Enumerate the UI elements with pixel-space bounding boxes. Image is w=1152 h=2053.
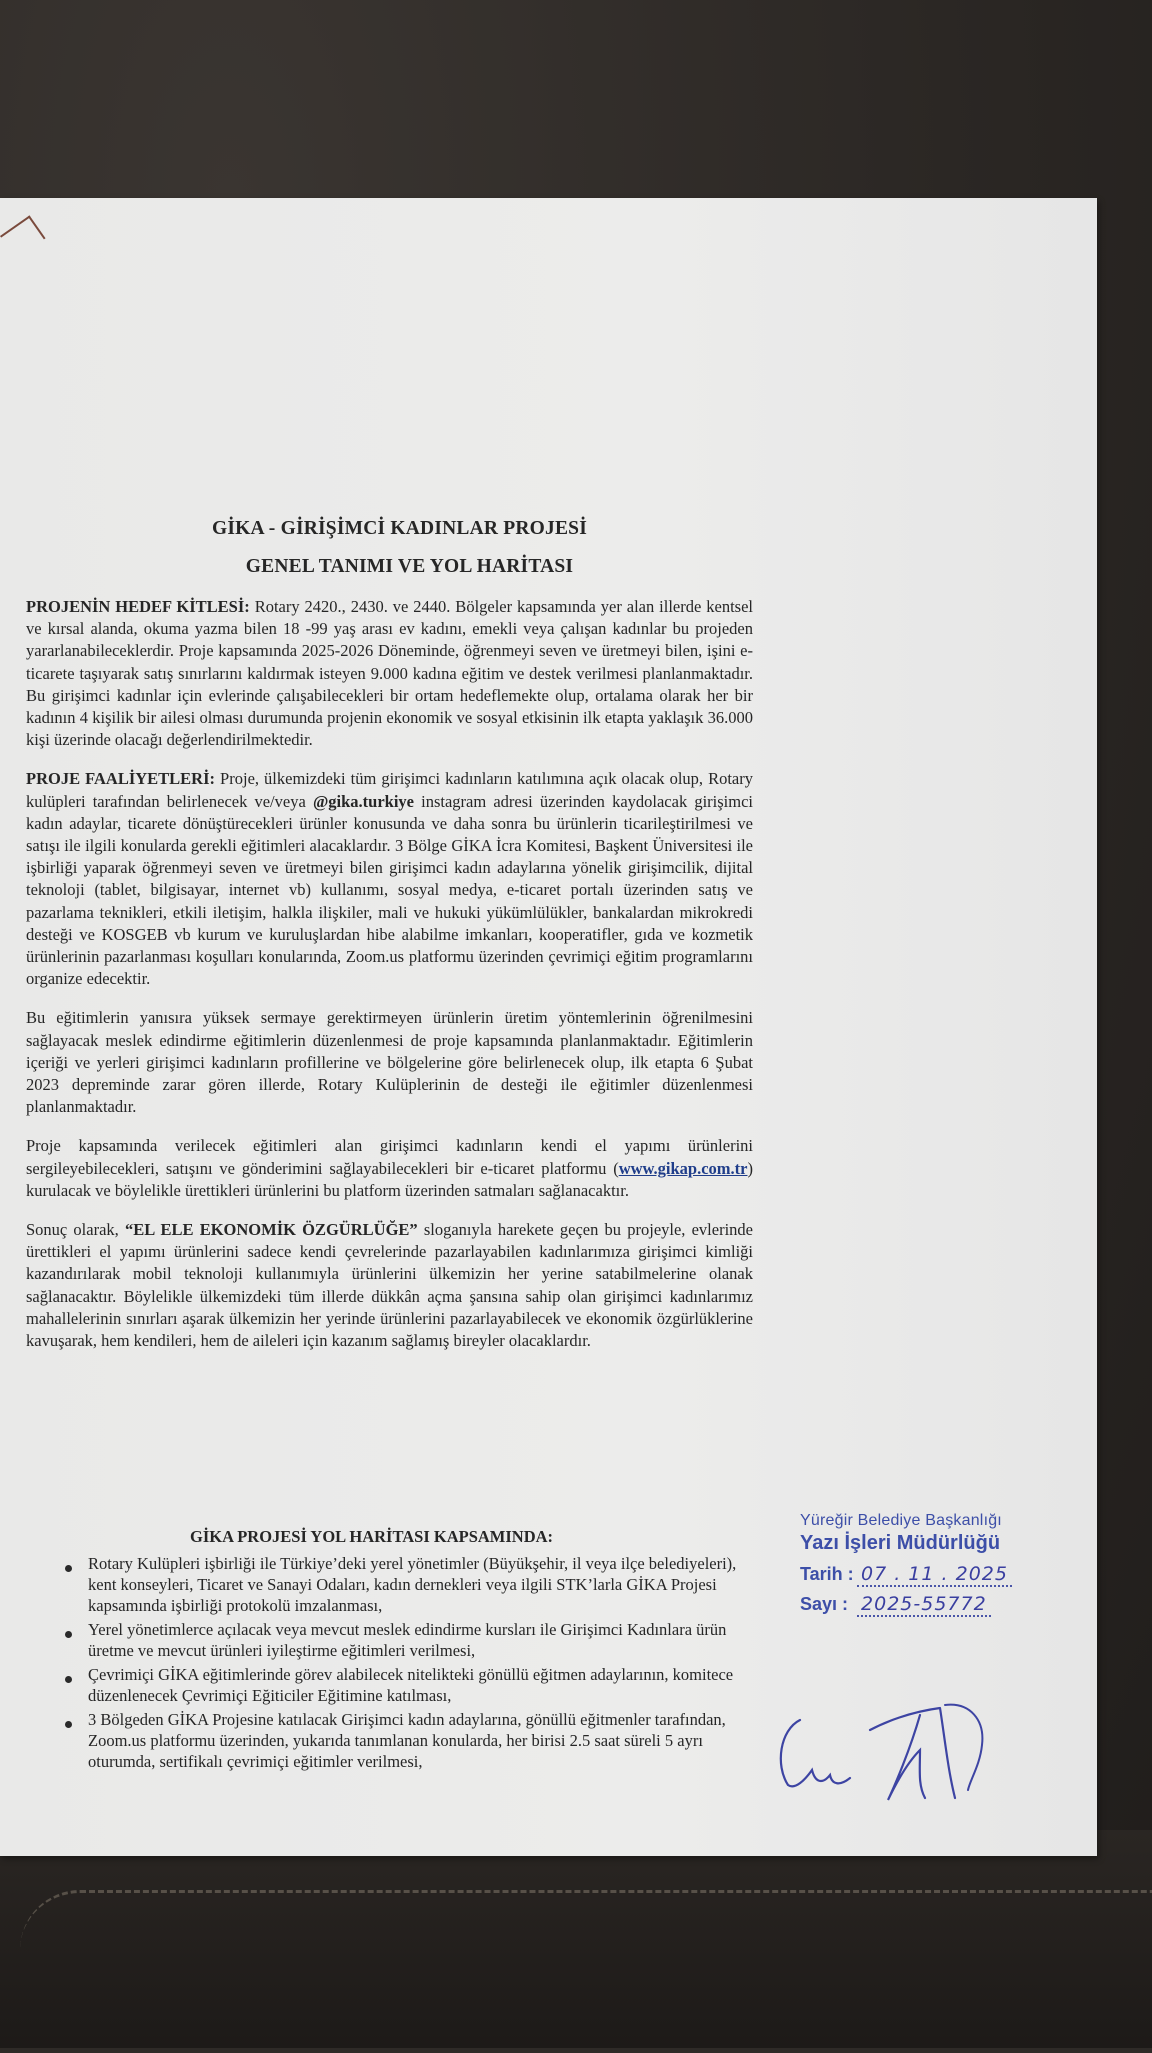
conclusion-text-start: Sonuç olarak, xyxy=(26,1220,125,1240)
stamp-number-value: 2025-55772 xyxy=(857,1593,991,1617)
stamp-organization: Yüreğir Belediye Başkanlığı xyxy=(800,1512,1002,1529)
platform-paragraph xyxy=(26,1135,753,1202)
slogan: “EL ELE EKONOMİK ÖZGÜRLÜĞE” xyxy=(124,1220,418,1240)
stamp-number-row xyxy=(800,1593,1100,1615)
leather-stitching xyxy=(20,1890,1152,2053)
handwritten-signature xyxy=(770,1690,1010,1810)
bullet-icon xyxy=(65,1565,72,1572)
roadmap-item-text: 3 Bölgeden GİKA Projesine katılacak Girişimci kadın adaylarına, gönüllü eğitmenler tarafından, Zoom.us platformu üzerinden, yukarıda tanımlanan konularda, her birisi 2.5 saat süreli 5 ayrı oturumda, sertifikalı çevrimiçi eğitimler verilmesi, xyxy=(88,1710,726,1771)
roadmap-item-text: Çevrimiçi GİKA eğitimlerinde görev alabilecek nitelikteki gönüllü eğitmen adaylarının, komitece düzenlenecek Çevrimiçi Eğiticiler Eğitimine katılması, xyxy=(88,1665,734,1705)
activities-text-end: instagram adresi üzerinden kaydolacak girişimci kadın adaylar, ticarete dönüştürecekleri ürünler konusunda ve daha sonra bu ürünlerin ticarileştirilmesi ve satışı ile ilgili konularda gerekli eğitimleri alacaklardır. 3 Bölge GİKA İcra Komitesi, Başkent Üniversitesi ile işbirliği yaparak öğrenmeyi seven ve üretmeyi bilen girişimci kadın adaylarına yönelik girişimcilik, dijital teknoloji (tablet, bilgisayar, internet vb) kullanımı, sosyal medya, e-ticaret portalı üzerinden satış ve pazarlama teknikleri, etkili iletişim, halkla ilişkiler, mali ve hukuki yükümlülükler, bankalardan mikrokredi desteği ve KOSGEB vb kurum ve kuruluşlardan hibe alabilme imkanları, kooperatifler, gıda ve kozmetik ürünlerinin pazarlanması koşulları konularında, Zoom.us platformu üzerinden çevrimiçi eğitim programlarını organize edecektir. xyxy=(26,791,753,989)
stamp-department: Yazı İşleri Müdürlüğü xyxy=(800,1532,1001,1554)
stamp-number-label: Sayı : xyxy=(800,1594,849,1614)
bullet-icon xyxy=(65,1721,72,1728)
list-item xyxy=(60,1553,760,1616)
roadmap-list xyxy=(60,1553,760,1775)
stamp-date-label: Tarih : xyxy=(800,1564,854,1584)
document-body xyxy=(26,510,753,1369)
gikap-link[interactable]: www.gikap.com.tr xyxy=(618,1158,748,1178)
list-item xyxy=(60,1709,760,1772)
target-audience-text: Rotary 2420., 2430. ve 2440. Bölgeler kapsamında yer alan illerde kentsel ve kırsal alanda, okuma yazma bilen 18 -99 yaş arası ev kadını, emekli veya çalışan kadınlar bu projeden yararlanabileceklerdir. Proje kapsamında 2025-2026 Döneminde, öğrenmeyi seven ve üretmeyi bilen, işini e-ticarete taşıyarak satış sınırlarını kaldırmak isteyen 9.000 kadına eğitim ve destek verilmesi planlanmaktadır. Bu girişimci kadınlar için evlerinde çalışabilecekleri bir ortam hedeflemekte olup, ortalama olarak her bir kadının 4 kişilik bir ailesi olması durumunda projenin ekonomik ve sosyal etkisinin ilk etapta yaklaşık 36.000 kişi üzerinde olacağı değerlendirilmektedir. xyxy=(26,597,753,750)
target-audience-paragraph xyxy=(26,596,753,751)
conclusion-text-end: sloganıyla harekete geçen bu projeyle, evlerinde ürettikleri el yapımı ürünlerini sadece kendi çevrelerinde pazarlayabilen kadınlarımıza girişimci kimliği kazandırılarak mobil teknoloji kullanımıyla ürünlerini ülkemizin her yerine satabilmelerine olanak sağlanacaktır. Böylelikle ülkemizdeki tüm illerde dükkân açma şansına sahip olan girişimci kadınlarımız mahallelerinin sınırları aşarak ülkemizin her yerinde ürünlerini pazarlayabilecek ve ekonomik özgürlüklerine kavuşarak, hem kendileri, hem de aileleri için kazanım sağlamış bireyler olacaklardır. xyxy=(26,1220,753,1351)
platform-text-end: ) kurulacak ve böylelikle ürettikleri ürünlerini bu platform üzerinden satmaları sağlanacaktır. xyxy=(26,1158,753,1200)
target-audience-heading: PROJENİN HEDEF KİTLESİ: xyxy=(26,597,250,616)
document-subtitle: GENEL TANIMI VE YOL HARİTASI xyxy=(245,556,574,577)
stamp-date-value: 07 . 11 . 2025 xyxy=(857,1563,1012,1587)
activities-text-start: Proje, ülkemizdeki tüm girişimci kadınların katılımına açık olacak olup, Rotary kulüpleri tarafından belirlenecek ve/veya xyxy=(26,769,753,811)
activities-paragraph xyxy=(26,768,753,990)
platform-text-start: Proje kapsamında verilecek eğitimleri alan girişimci kadınların kendi el yapımı ürünlerini sergileyebilecekleri, satışını ve gönderimini sağlayabilecekleri bir e-ticaret platformu ( xyxy=(26,1136,753,1178)
list-item xyxy=(60,1619,760,1661)
registry-stamp xyxy=(800,1512,1100,1615)
conclusion-paragraph xyxy=(26,1219,753,1352)
training-paragraph: Bu eğitimlerin yanısıra yüksek sermaye gerektirmeyen ürünlerin üretim yöntemlerinin öğrenilmesini sağlayacak meslek edindirme eğitimlerin düzenlenmesi de proje kapsamında planlanmaktadır. Eğitimlerin içeriği ve yerleri girişimci kadınların profillerine ve bölgelerine göre belirlenecek olup, ilk etapta 6 Şubat 2023 depreminde zarar gören illerde, Rotary Kulüplerinin de desteği ile eğitimler düzenlenmesi planlanmaktadır. xyxy=(26,1008,753,1117)
roadmap-item-text: Yerel yönetimlerce açılacak veya mevcut meslek edindirme kursları ile Girişimci Kadınlara ürün üretme ve mevcut ürünleri iyileştirme eğitimleri verilmesi, xyxy=(88,1620,727,1660)
stamp-date-row xyxy=(800,1563,1100,1585)
roadmap-title: GİKA PROJESİ YOL HARİTASI KAPSAMINDA: xyxy=(190,1527,554,1546)
bullet-icon xyxy=(65,1676,72,1683)
instagram-handle: @gika.turkiye xyxy=(312,791,414,811)
list-item xyxy=(60,1664,760,1706)
roadmap-item-text: Rotary Kulüpleri işbirliği ile Türkiye’deki yerel yönetimler (Büyükşehir, il veya ilçe belediyeleri), kent konseyleri, Ticaret ve Sanayi Odaları, kadın dernekleri veya ilgili STK’larla GİKA Projesi kapsamında işbirliği protokolü imzalanması, xyxy=(88,1554,737,1615)
document-title: GİKA - GİRİŞİMCİ KADINLAR PROJESİ xyxy=(212,518,587,539)
bullet-icon xyxy=(65,1631,72,1638)
activities-heading: PROJE FAALİYETLERİ: xyxy=(26,769,216,789)
